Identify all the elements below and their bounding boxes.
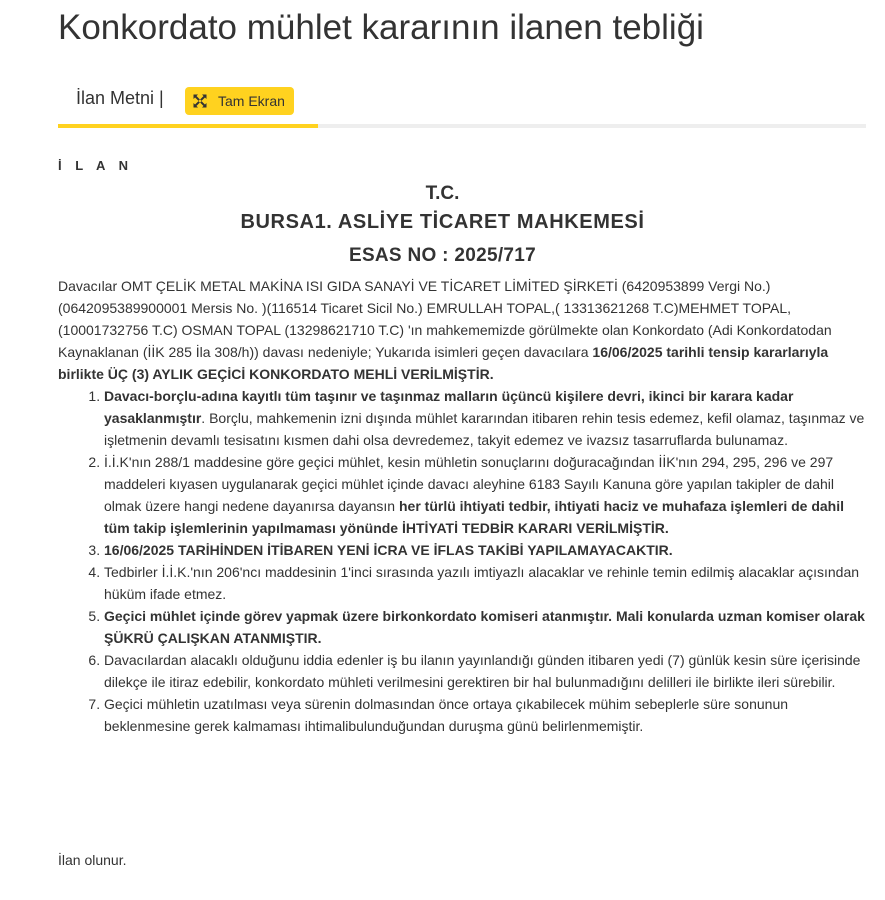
- item-text: Davacılardan alacaklı olduğunu iddia edenler iş bu ilanın yayınlandığı günden itibaren yedi (7) günlük kesin süre içerisinde dilekçe ile itiraz edebilir, konkordato mühleti verilmesini gerektiren bir hal bulunmadığını delilleri ile birlikte ileri sürebilir.: [104, 652, 861, 690]
- item-bold: Davacı-borçlu-adına kayıtlı tüm taşınır ve taşınmaz malların üçüncü kişilere devri, ikinci bir karara kadar yasaklanmıştır: [104, 388, 794, 426]
- fullscreen-button[interactable]: [185, 87, 294, 115]
- item-text: Geçici mühletin uzatılması veya sürenin dolmasından önce ortaya çıkabilecek mühim sebeplerle süre sonunun beklenmesine gerek kalmaması ihtimalibulunduğundan duruşma günü belirlenmemiştir.: [104, 696, 789, 734]
- intro-paragraph: [58, 275, 870, 385]
- intro-text: Davacılar OMT ÇELİK METAL MAKİNA ISI GIDA SANAYİ VE TİCARET LİMİTED ŞİRKETİ (6420953899 Vergi No.) (0642095389900001 Mersis No. )(116514 Ticaret Sicil No.) EMRULLAH TOPAL,( 13313621268 T.C)MEHMET TOPAL,(10001732756 T.C) OSMAN TOPAL (13298621710 T.C) 'ın mahkememizde görülmekte olan Konkordato (Adi Konkordatodan Kaynaklanan (İİK 285 İla 308/h)) davası nedeniyle; Yukarıda isimleri geçen davacılara: [58, 278, 832, 360]
- tab-notice-text[interactable]: İlan Metni |: [76, 88, 164, 108]
- page-title: Konkordato mühlet kararının ilanen tebliği: [58, 8, 704, 47]
- active-tab-indicator: [58, 124, 318, 128]
- list-item: [104, 605, 870, 649]
- item-text: Tedbirler İ.İ.K.'nın 206'ncı maddesinin 1'inci sırasında yazılı imtiyazlı alacaklar ve rehinle temin edilmiş alacaklar açısından hüküm ifade etmez.: [104, 564, 860, 602]
- list-item: [104, 451, 870, 539]
- fullscreen-button-label: Tam Ekran: [218, 93, 285, 109]
- court-name: BURSA1. ASLİYE TİCARET MAHKEMESİ: [240, 211, 645, 233]
- decision-list: [58, 385, 870, 737]
- expand-arrows-icon: [193, 94, 207, 108]
- notice-body: [58, 275, 870, 737]
- list-item: [104, 539, 870, 561]
- item-text: . Borçlu, mahkemenin izni dışında mühlet kararından itibaren rehin tesis edemez, kefil olamaz, taşınmaz ve işletmenin devamlı tesisatını kısmen dahi olsa devredemez, takyit edemez ve ivazsız tasarruflarda bulunamaz.: [104, 410, 865, 448]
- notice-heading: İ L A N: [58, 158, 133, 173]
- list-item: [104, 385, 870, 451]
- intro-bold-text: 16/06/2025 tarihli tensip kararlarıyla birlikte ÜÇ (3) AYLIK GEÇİCİ KONKORDATO MEHLİ VERİLMİŞTİR.: [58, 344, 829, 382]
- case-number: ESAS NO : 2025/717: [348, 245, 537, 266]
- list-item: [104, 649, 870, 693]
- item-bold: Geçici mühlet içinde görev yapmak üzere birkonkordato komiseri atanmıştır. Mali konularda uzman komiser olarak ŞÜKRÜ ÇALIŞKAN ATANMIŞTIR.: [104, 608, 865, 646]
- item-bold: her türlü ihtiyati tedbir, ihtiyati haciz ve muhafaza işlemleri de dahil tüm takip işlemlerinin yapılmaması yönünde İHTİYATİ TEDBİR KARARI VERİLMİŞTİR.: [104, 498, 844, 536]
- list-item: [104, 693, 870, 737]
- list-item: [104, 561, 870, 605]
- republic-heading: T.C.: [425, 183, 460, 204]
- tab-bar: [58, 86, 866, 130]
- closing-text: İlan olunur.: [58, 852, 127, 868]
- item-bold: 16/06/2025 TARİHİNDEN İTİBAREN YENİ İCRA VE İFLAS TAKİBİ YAPILAMAYACAKTIR.: [104, 542, 673, 558]
- item-text: İ.İ.K'nın 288/1 maddesine göre geçici mühlet, kesin mühletin sonuçlarını doğuracağından İİK'nın 294, 295, 296 ve 297 maddeleri kıyasen uygulanarak geçici mühlet içinde davacı aleyhine 6183 Sayılı Kanuna göre yapılan takipler de dahil olmak üzere hangi nedene dayanırsa dayansın: [104, 454, 835, 514]
